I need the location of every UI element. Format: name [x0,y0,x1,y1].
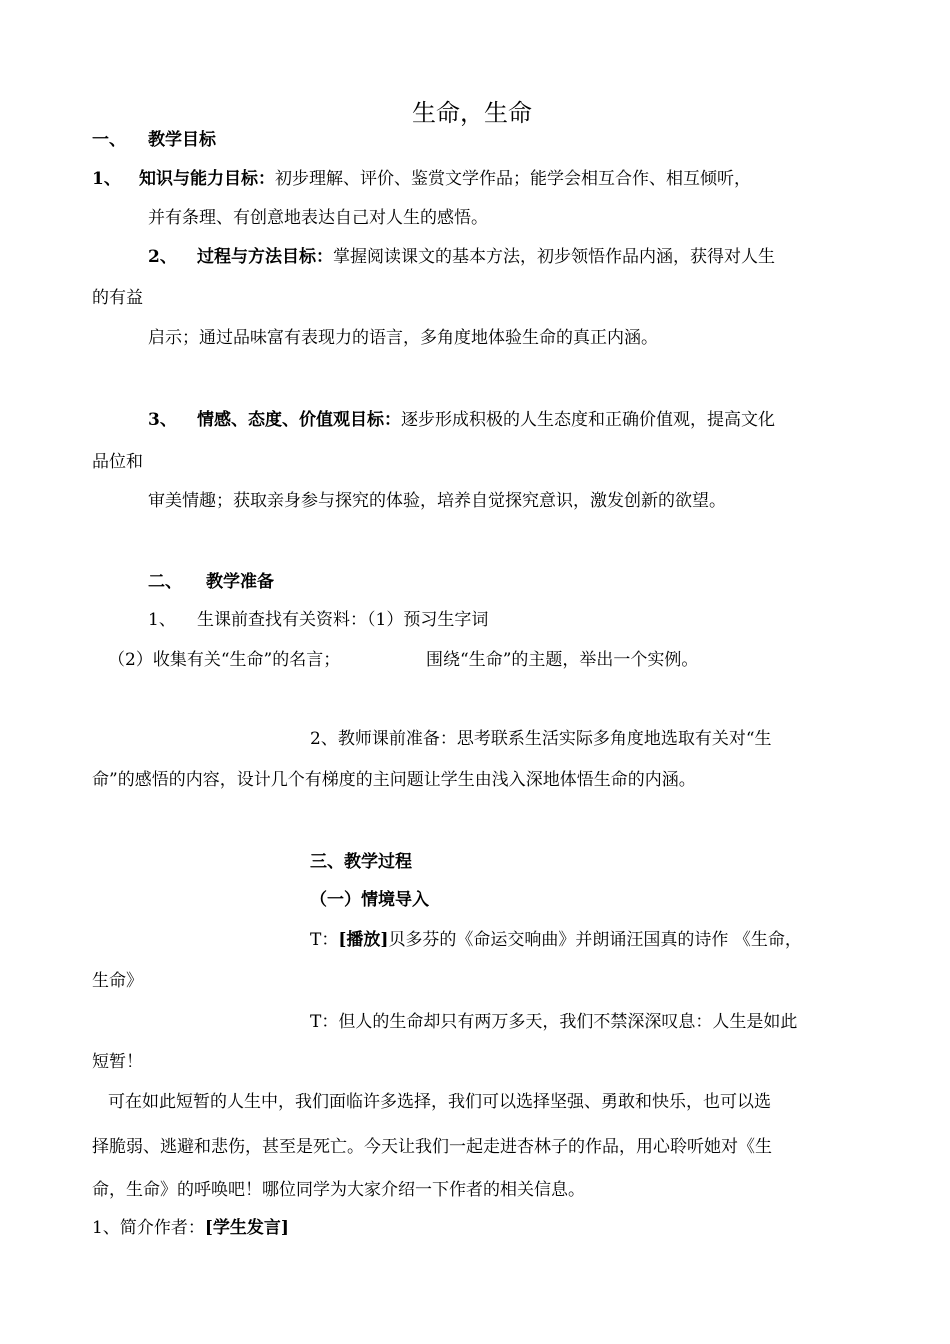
prep-2-text: 2、教师课前准备：思考联系生活实际多角度地选取有关对“生 [310,729,772,749]
teacher-line-2: T：但人的生命却只有两万多天，我们不禁深深叹息：人生是如此 [310,1012,798,1032]
goal-3-line [197,408,775,432]
goal-2-number: 2、 [148,247,177,267]
section-1-heading: 教学目标 [148,130,216,150]
goal-2-text: 掌握阅读课文的基本方法，初步领悟作品内涵，获得对人生 [333,247,775,267]
goal-1-text: 初步理解、评价、鉴赏文学作品；能学会相互合作、相互倾听， [275,169,751,189]
goal-2-wrap: 的有益 [92,288,143,308]
goal-1-continuation: 并有条理、有创意地表达自己对人生的感悟。 [148,208,488,228]
goal-2-continuation: 启示；通过品味富有表现力的语言，多角度地体验生命的真正内涵。 [148,328,658,348]
prep-2-continuation: 命”的感悟的内容，设计几个有梯度的主问题让学生由浅入深地体悟生命的内涵。 [92,770,696,790]
goal-3-label: 情感、态度、价值观目标： [197,410,401,430]
section-2-heading: 教学准备 [206,572,274,592]
teacher-line-1-text: 贝多芬的《命运交响曲》并朗诵汪国真的诗作 《生命， [388,930,802,950]
goal-1-number: 1、 [92,169,121,189]
prep-1-continuation-a: （2）收集有关“生命”的名言； [108,650,341,670]
section-1-number: 一、 [92,130,126,150]
intro-paragraph-line: 可在如此短暂的人生中，我们面临许多选择，我们可以选择坚强、勇敢和快乐，也可以选 [108,1092,771,1112]
goal-1-line [139,167,751,191]
teacher-line-2-wrap: 短暂！ [92,1052,143,1072]
section-2-number: 二、 [148,572,182,592]
goal-3-continuation: 审美情趣；获取亲身参与探究的体验，培养自觉探究意识，激发创新的欲望。 [148,491,726,511]
goal-2-label: 过程与方法目标： [197,247,333,267]
goal-2-line [197,245,775,269]
prep-1-number: 1、 [148,610,176,630]
prep-1-text: 生课前查找有关资料：（1）预习生字词 [197,610,489,630]
goal-3-text: 逐步形成积极的人生态度和正确价值观，提高文化 [401,410,775,430]
goal-3-number: 3、 [148,410,177,430]
play-tag: [播放] [338,930,389,950]
teacher-prefix: T： [310,930,339,950]
section-3-heading: 三、教学过程 [310,852,412,872]
student-speech-tag: [学生发言] [204,1218,289,1238]
intro-paragraph-line: 命，生命》的呼唤吧！哪位同学为大家介绍一下作者的相关信息。 [92,1180,585,1200]
teacher-line-1 [310,928,802,952]
goal-1-label: 知识与能力目标： [139,169,275,189]
prep-1-continuation-b: 围绕“生命”的主题，举出一个实例。 [426,650,699,670]
teacher-line-1-wrap: 生命》 [92,971,143,991]
item-1-line [92,1216,289,1240]
goal-3-wrap: 品位和 [92,452,143,472]
item-1-text: 1、简介作者： [92,1218,205,1238]
subsection-1-heading: （一）情境导入 [310,890,429,910]
page-title: 生命，生命 [412,99,532,127]
intro-paragraph-line: 择脆弱、逃避和悲伤，甚至是死亡。今天让我们一起走进杏林子的作品，用心聆听她对《生 [92,1137,772,1157]
